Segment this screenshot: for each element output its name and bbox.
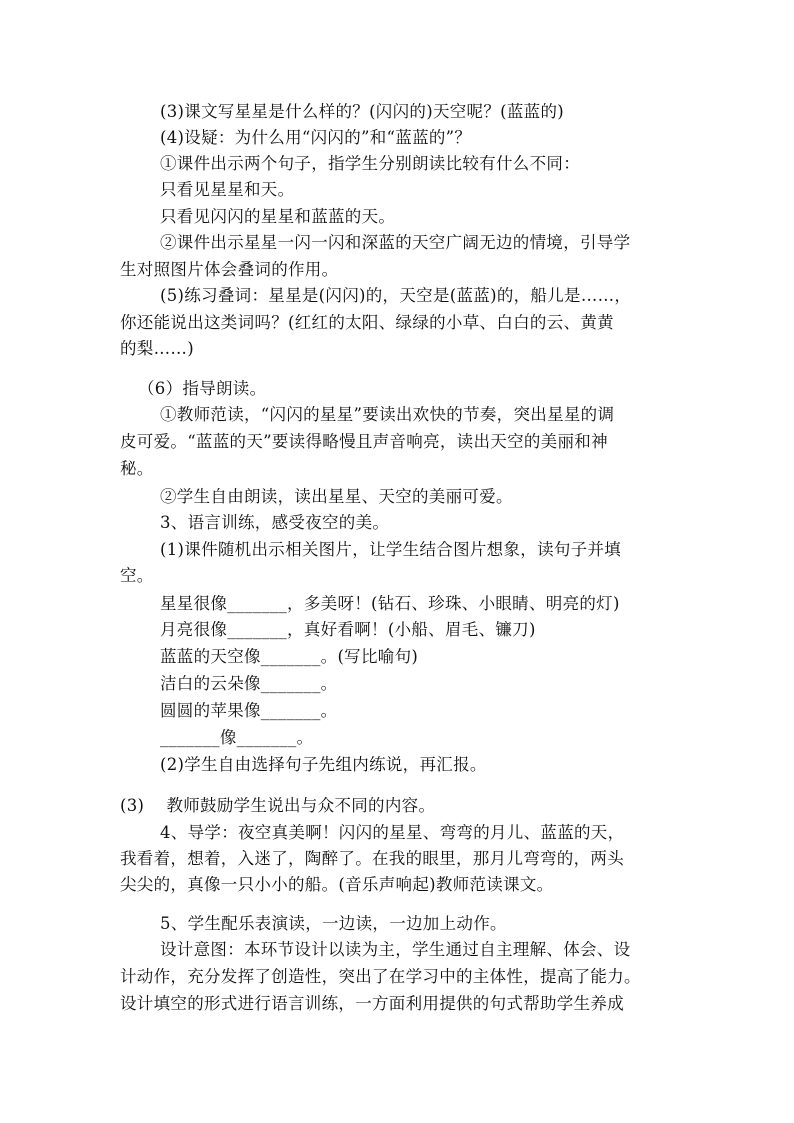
text-line-32: 计动作，充分发挥了创造性，突出了在学习中的主体性，提高了能力。 [120, 967, 641, 986]
text-line-28: 我看着，想着，入迷了，陶醉了。在我的眼里，那月儿弯弯的，两头 [120, 849, 624, 868]
text-line-2: (4)设疑：为什么用“闪闪的”和“蓝蓝的”？ [160, 128, 472, 147]
text-line-26: (3) 教师鼓励学生说出与众不同的内容。 [120, 796, 436, 815]
text-line-11: （6）指导朗读。 [138, 379, 267, 398]
text-line-17: (1)课件随机出示相关图片，让学生结合图片想象，读句子并填 [160, 540, 622, 559]
text-line-16: 3、语言训练，感受夜空的美。 [160, 513, 390, 532]
text-line-33: 设计填空的形式进行语言训练，一方面利用提供的句式帮助学生养成 [120, 994, 624, 1013]
text-line-12: ①教师范读，“闪闪的星星”要读出欢快的节奏，突出星星的调 [160, 405, 615, 424]
text-line-15: ②学生自由朗读，读出星星、天空的美丽可爱。 [160, 487, 513, 506]
text-line-21: 蓝蓝的天空像_______。(写比喻句) [160, 647, 419, 666]
text-line-4: 只看见星星和天。 [160, 180, 295, 199]
text-line-14: 秘。 [120, 459, 154, 478]
text-line-3: ①课件出示两个句子，指学生分别朗读比较有什么不同： [160, 154, 580, 173]
text-line-24: _______像_______。 [160, 728, 314, 747]
text-line-8: (5)练习叠词：星星是(闪闪)的，天空是(蓝蓝)的，船儿是……， [160, 286, 632, 305]
text-line-23: 圆圆的苹果像_______。 [160, 701, 338, 720]
text-line-19: 星星很像_______，多美呀！(钻石、珍珠、小眼睛、明亮的灯) [160, 594, 620, 613]
text-line-6: ②课件出示星星一闪一闪和深蓝的天空广阔无边的情境，引导学 [160, 233, 631, 252]
text-line-27: 4、导学：夜空真美啊！闪闪的星星、弯弯的月儿、蓝蓝的天， [160, 823, 625, 842]
text-line-20: 月亮很像_______，真好看啊！(小船、眉毛、镰刀) [160, 620, 536, 639]
text-line-30: 5、学生配乐表演读，一边读，一边加上动作。 [160, 914, 507, 933]
text-line-9: 你还能说出这类词吗？(红红的太阳、绿绿的小草、白白的云、黄黄 [120, 313, 614, 332]
text-line-10: 的梨……) [120, 339, 194, 358]
text-line-18: 空。 [120, 566, 154, 585]
text-line-1: (3)课文写星星是什么样的？(闪闪的)天空呢？(蓝蓝的) [160, 102, 565, 121]
text-line-25: (2)学生自由选择句子先组内练说，再汇报。 [160, 755, 487, 774]
text-line-29: 尖尖的，真像一只小小的船。(音乐声响起)教师范读课文。 [120, 875, 554, 894]
text-line-13: 皮可爱。“蓝蓝的天”要读得略慢且声音响亮，读出天空的美丽和神 [120, 432, 608, 451]
text-line-5: 只看见闪闪的星星和蓝蓝的天。 [160, 207, 396, 226]
text-line-31: 设计意图：本环节设计以读为主，学生通过自主理解、体会、设 [160, 940, 631, 959]
text-line-7: 生对照图片体会叠词的作用。 [120, 260, 339, 279]
text-line-22: 洁白的云朵像_______。 [160, 674, 338, 693]
